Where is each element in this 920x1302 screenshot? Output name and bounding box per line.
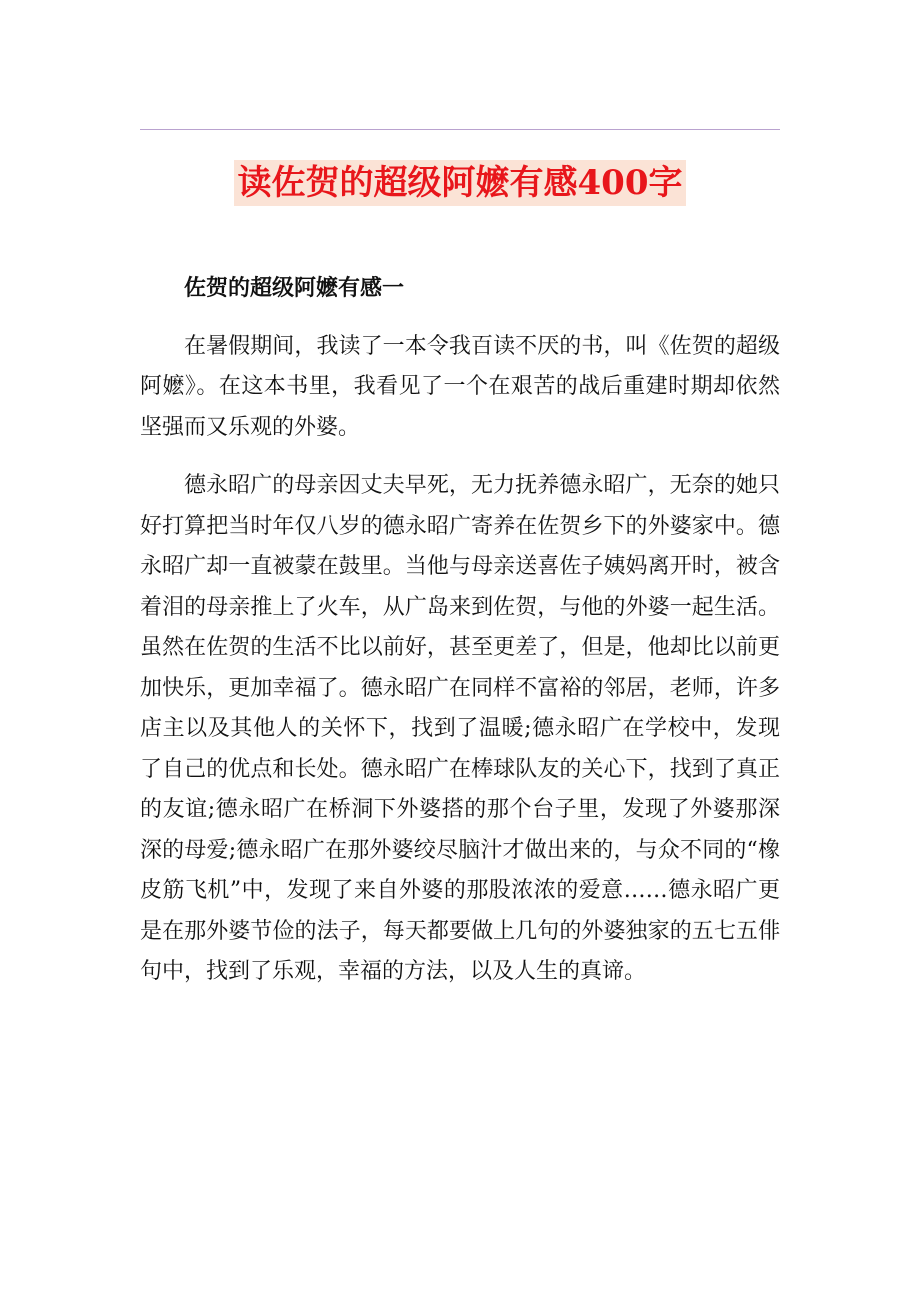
title-container (0, 160, 920, 206)
paragraph-2: 德永昭广的母亲因丈夫早死，无力抚养德永昭广，无奈的她只好打算把当时年仅八岁的德永昭广寄养在佐贺乡下的外婆家中。德永昭广却一直被蒙在鼓里。当他与母亲送喜佐子姨妈离开时，被含着泪的母亲推上了火车，从广岛来到佐贺，与他的外婆一起生活。虽然在佐贺的生活不比以前好，甚至更差了，但是，他却比以前更加快乐，更加幸福了。德永昭广在同样不富裕的邻居，老师，许多店主以及其他人的关怀下，找到了温暖;德永昭广在学校中，发现了自己的优点和长处。德永昭广在棒球队友的关心下，找到了真正的友谊;德永昭广在桥洞下外婆搭的那个台子里，发现了外婆那深深的母爱;德永昭广在那外婆绞尽脑汁才做出来的，与众不同的“橡皮筋飞机”中，发现了来自外婆的那股浓浓的爱意……德永昭广更是在那外婆节俭的法子，每天都要做上几句的外婆独家的五七五俳句中，找到了乐观，幸福的方法，以及人生的真谛。 (140, 473, 780, 984)
section-heading: 佐贺的超级阿嬷有感一 (184, 275, 405, 301)
document-body (140, 268, 780, 1011)
header-rule (140, 129, 780, 130)
paragraph-1: 在暑假期间，我读了一本令我百读不厌的书，叫《佐贺的超级阿嬷》。在这本书里，我看见了一个在艰苦的战后重建时期却依然坚强而又乐观的外婆。 (140, 333, 780, 440)
page-title: 读佐贺的超级阿嬷有感400字 (234, 160, 687, 206)
